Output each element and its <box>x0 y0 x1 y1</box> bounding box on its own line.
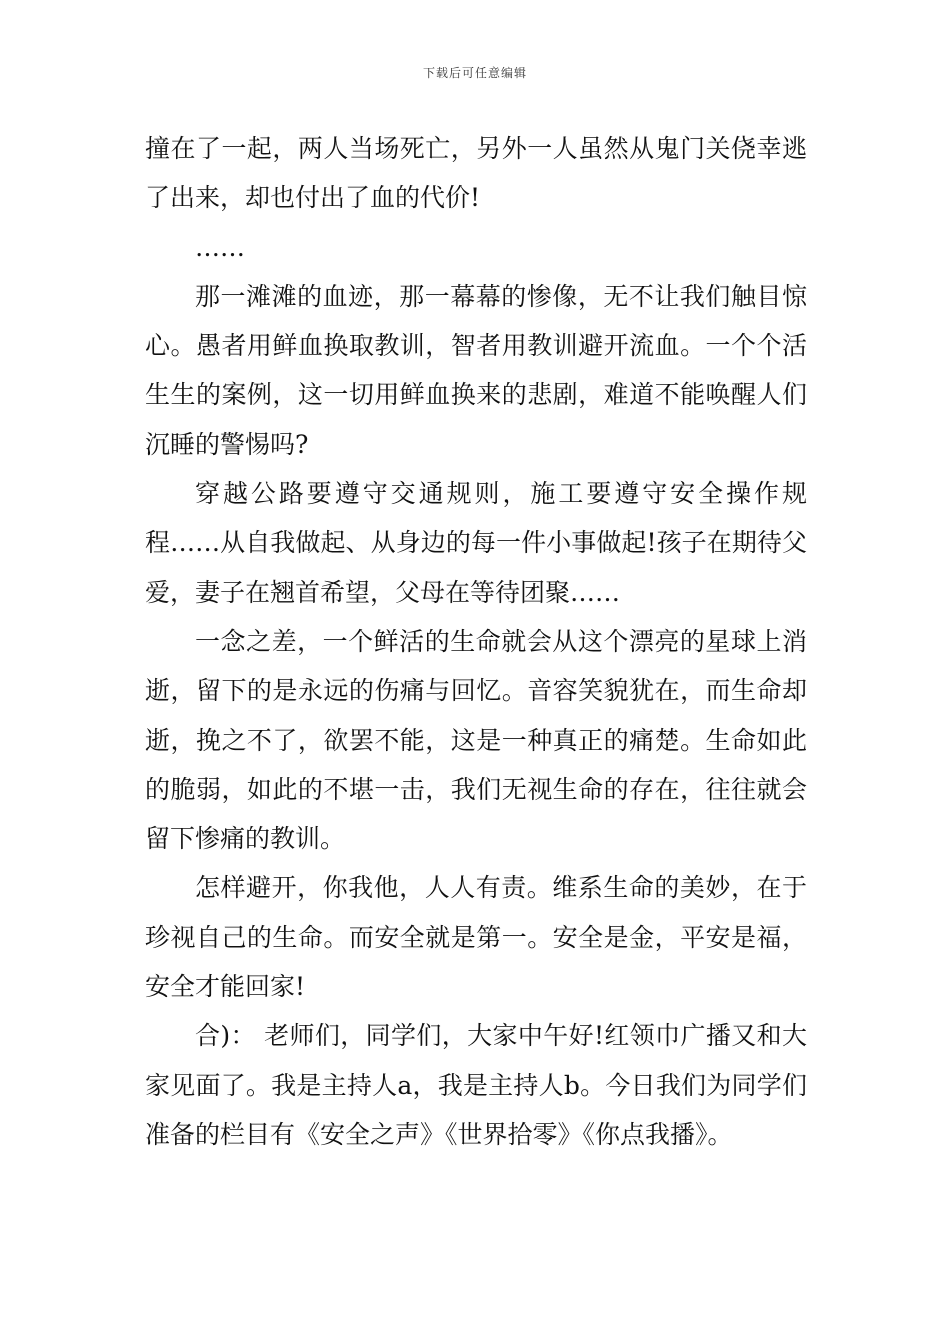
paragraph-6: 怎样避开，你我他，人人有责。维系生命的美妙，在于珍视自己的生命。而安全就是第一。安全是金，平安是福，安全才能回家! <box>145 873 807 1002</box>
paragraph-3: 那一滩滩的血迹，那一幕幕的惨像，无不让我们触目惊心。愚者用鲜血换取教训，智者用教训避开流血。一个个活生生的案例，这一切用鲜血换来的悲剧，难道不能唤醒人们沉睡的警惕吗? <box>145 281 807 459</box>
paragraph-2: …… <box>195 232 245 262</box>
paragraph-5: 一念之差，一个鲜活的生命就会从这个漂亮的星球上消逝，留下的是永远的伤痛与回忆。音容笑貌犹在，而生命却逝，挽之不了，欲罢不能，这是一种真正的痛楚。生命如此的脆弱，如此的不堪一击，我们无视生命的存在，往往就会留下惨痛的教训。 <box>145 626 807 854</box>
paragraph-7: 合)： 老师们，同学们，大家中午好!红领巾广播又和大家见面了。我是主持人a，我是主持人b。今日我们为同学们准备的栏目有《安全之声》《世界拾零》《你点我播》。 <box>145 1021 807 1149</box>
paragraph-1: 撞在了一起，两人当场死亡，另外一人虽然从鬼门关侥幸逃了出来，却也付出了血的代价! <box>145 134 807 213</box>
document-body <box>145 124 807 1159</box>
page-header: 下载后可任意编辑 <box>422 66 527 80</box>
paragraph-4: 穿越公路要遵守交通规则，施工要遵守安全操作规程……从自我做起、从身边的每一件小事做起!孩子在期待父爱，妻子在翘首希望，父母在等待团聚…… <box>145 479 807 607</box>
